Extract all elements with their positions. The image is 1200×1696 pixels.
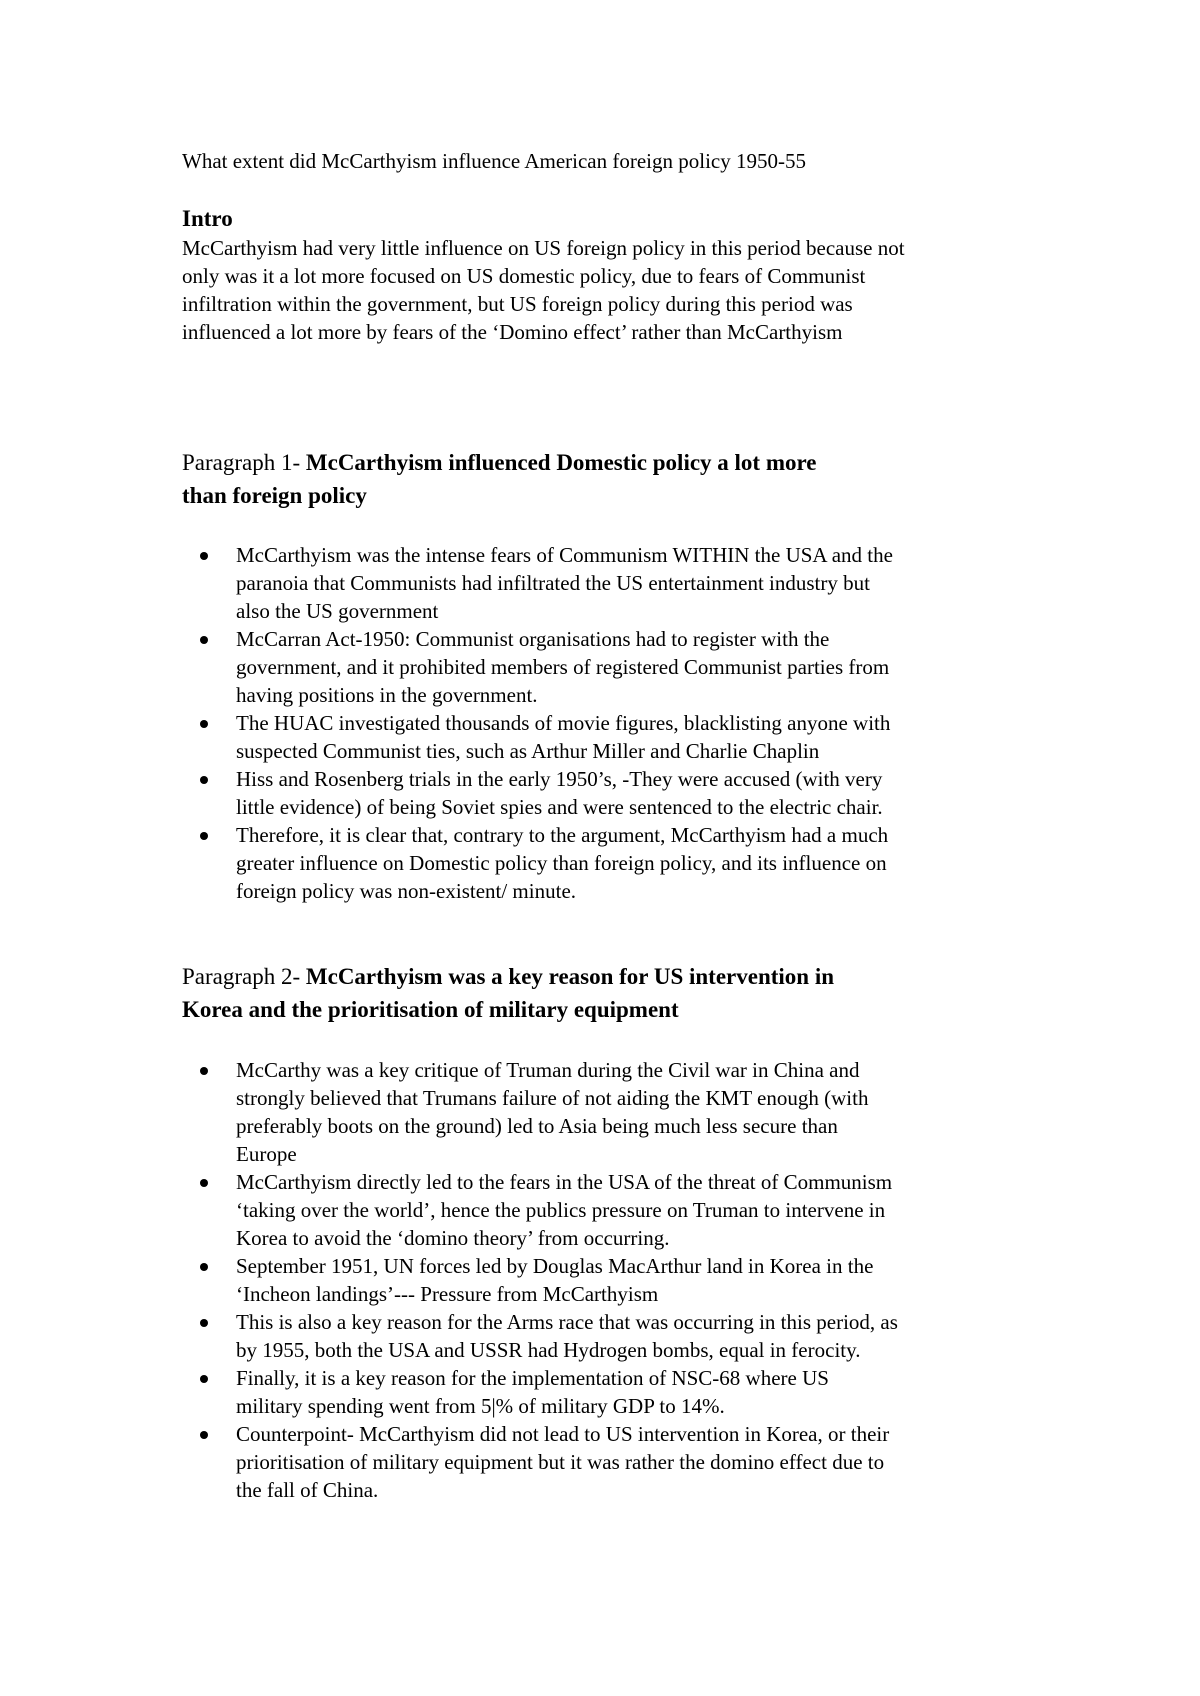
bullet-line: ‘Incheon landings’--- Pressure from McCarthyism [236,1282,659,1306]
paragraph-1-bullet-list [236,541,1042,905]
bullet-item [236,709,1042,765]
bullet-line: This is also a key reason for the Arms race that was occurring in this period, as [236,1310,898,1334]
document-title: What extent did McCarthyism influence American foreign policy 1950-55 [182,149,806,173]
bullet-item [236,1364,1042,1420]
bullet-line: greater influence on Domestic policy than foreign policy, and its influence on [236,851,887,875]
heading-bold: McCarthyism influenced Domestic policy a lot more [305,450,817,475]
bullet-item [236,1308,1042,1364]
bullet-line: Therefore, it is clear that, contrary to the argument, McCarthyism had a much [236,823,889,847]
intro-line: infiltration within the government, but US foreign policy during this period was [182,292,853,316]
heading-bold: McCarthyism was a key reason for US intervention in [305,964,835,989]
bullet-dot-icon [200,1263,208,1271]
bullet-line: strongly believed that Trumans failure of not aiding the KMT enough (with [236,1086,869,1110]
bullet-line: Europe [236,1142,297,1166]
heading-lead: Paragraph 1- [182,450,306,475]
bullet-line: also the US government [236,599,439,623]
bullet-item [236,1420,1042,1504]
bullet-line: suspected Communist ties, such as Arthur Miller and Charlie Chaplin [236,739,820,763]
bullet-line: ‘taking over the world’, hence the publics pressure on Truman to intervene in [236,1198,886,1222]
bullet-item [236,765,1042,821]
bullet-line: government, and it prohibited members of registered Communist parties from [236,655,890,679]
bullet-dot-icon [200,1375,208,1383]
bullet-line: The HUAC investigated thousands of movie figures, blacklisting anyone with [236,711,891,735]
paragraph-2-heading [182,960,1042,1026]
bullet-dot-icon [200,1319,208,1327]
intro-line: only was it a lot more focused on US domestic policy, due to fears of Communist [182,264,866,288]
bullet-line: Hiss and Rosenberg trials in the early 1950’s, -They were accused (with very [236,767,883,791]
bullet-line: Counterpoint- McCarthyism did not lead to US intervention in Korea, or their [236,1422,890,1446]
bullet-line: McCarthyism was the intense fears of Communism WITHIN the USA and the [236,543,893,567]
bullet-line: September 1951, UN forces led by Douglas MacArthur land in Korea in the [236,1254,874,1278]
bullet-item [236,625,1042,709]
bullet-line: Korea to avoid the ‘domino theory’ from occurring. [236,1226,670,1250]
bullet-line: McCarran Act-1950: Communist organisations had to register with the [236,627,830,651]
bullet-item [236,1168,1042,1252]
bullet-line: Finally, it is a key reason for the implementation of NSC-68 where US [236,1366,829,1390]
bullet-line: paranoia that Communists had infiltrated the US entertainment industry but [236,571,870,595]
intro-line: influenced a lot more by fears of the ‘Domino effect’ rather than McCarthyism [182,320,843,344]
heading-line: Korea and the prioritisation of military equipment [182,997,679,1022]
bullet-line: by 1955, both the USA and USSR had Hydrogen bombs, equal in ferocity. [236,1338,861,1362]
heading-line [182,446,1042,479]
bullet-line: little evidence) of being Soviet spies and were sentenced to the electric chair. [236,795,883,819]
bullet-line: McCarthy was a key critique of Truman during the Civil war in China and [236,1058,860,1082]
bullet-dot-icon [200,1067,208,1075]
heading-lead: Paragraph 2- [182,964,306,989]
bullet-item [236,1252,1042,1308]
bullet-line: McCarthyism directly led to the fears in the USA of the threat of Communism [236,1170,893,1194]
bullet-line: preferably boots on the ground) led to Asia being much less secure than [236,1114,838,1138]
bullet-dot-icon [200,1431,208,1439]
intro-line: McCarthyism had very little influence on US foreign policy in this period because not [182,236,905,260]
intro-paragraph [182,234,1042,346]
bullet-dot-icon [200,720,208,728]
bullet-line: foreign policy was non-existent/ minute. [236,879,577,903]
heading-line: than foreign policy [182,483,367,508]
bullet-line: military spending went from 5|% of military GDP to 14%. [236,1394,725,1418]
bullet-dot-icon [200,832,208,840]
bullet-line: prioritisation of military equipment but it was rather the domino effect due to [236,1450,885,1474]
bullet-dot-icon [200,636,208,644]
bullet-item [236,1056,1042,1168]
intro-heading: Intro [182,206,233,231]
bullet-item [236,821,1042,905]
bullet-dot-icon [200,552,208,560]
paragraph-2-bullet-list [236,1056,1042,1504]
bullet-dot-icon [200,776,208,784]
heading-line [182,960,1042,993]
bullet-dot-icon [200,1179,208,1187]
bullet-line: having positions in the government. [236,683,538,707]
bullet-line: the fall of China. [236,1478,379,1502]
bullet-item [236,541,1042,625]
paragraph-1-heading [182,446,1042,512]
